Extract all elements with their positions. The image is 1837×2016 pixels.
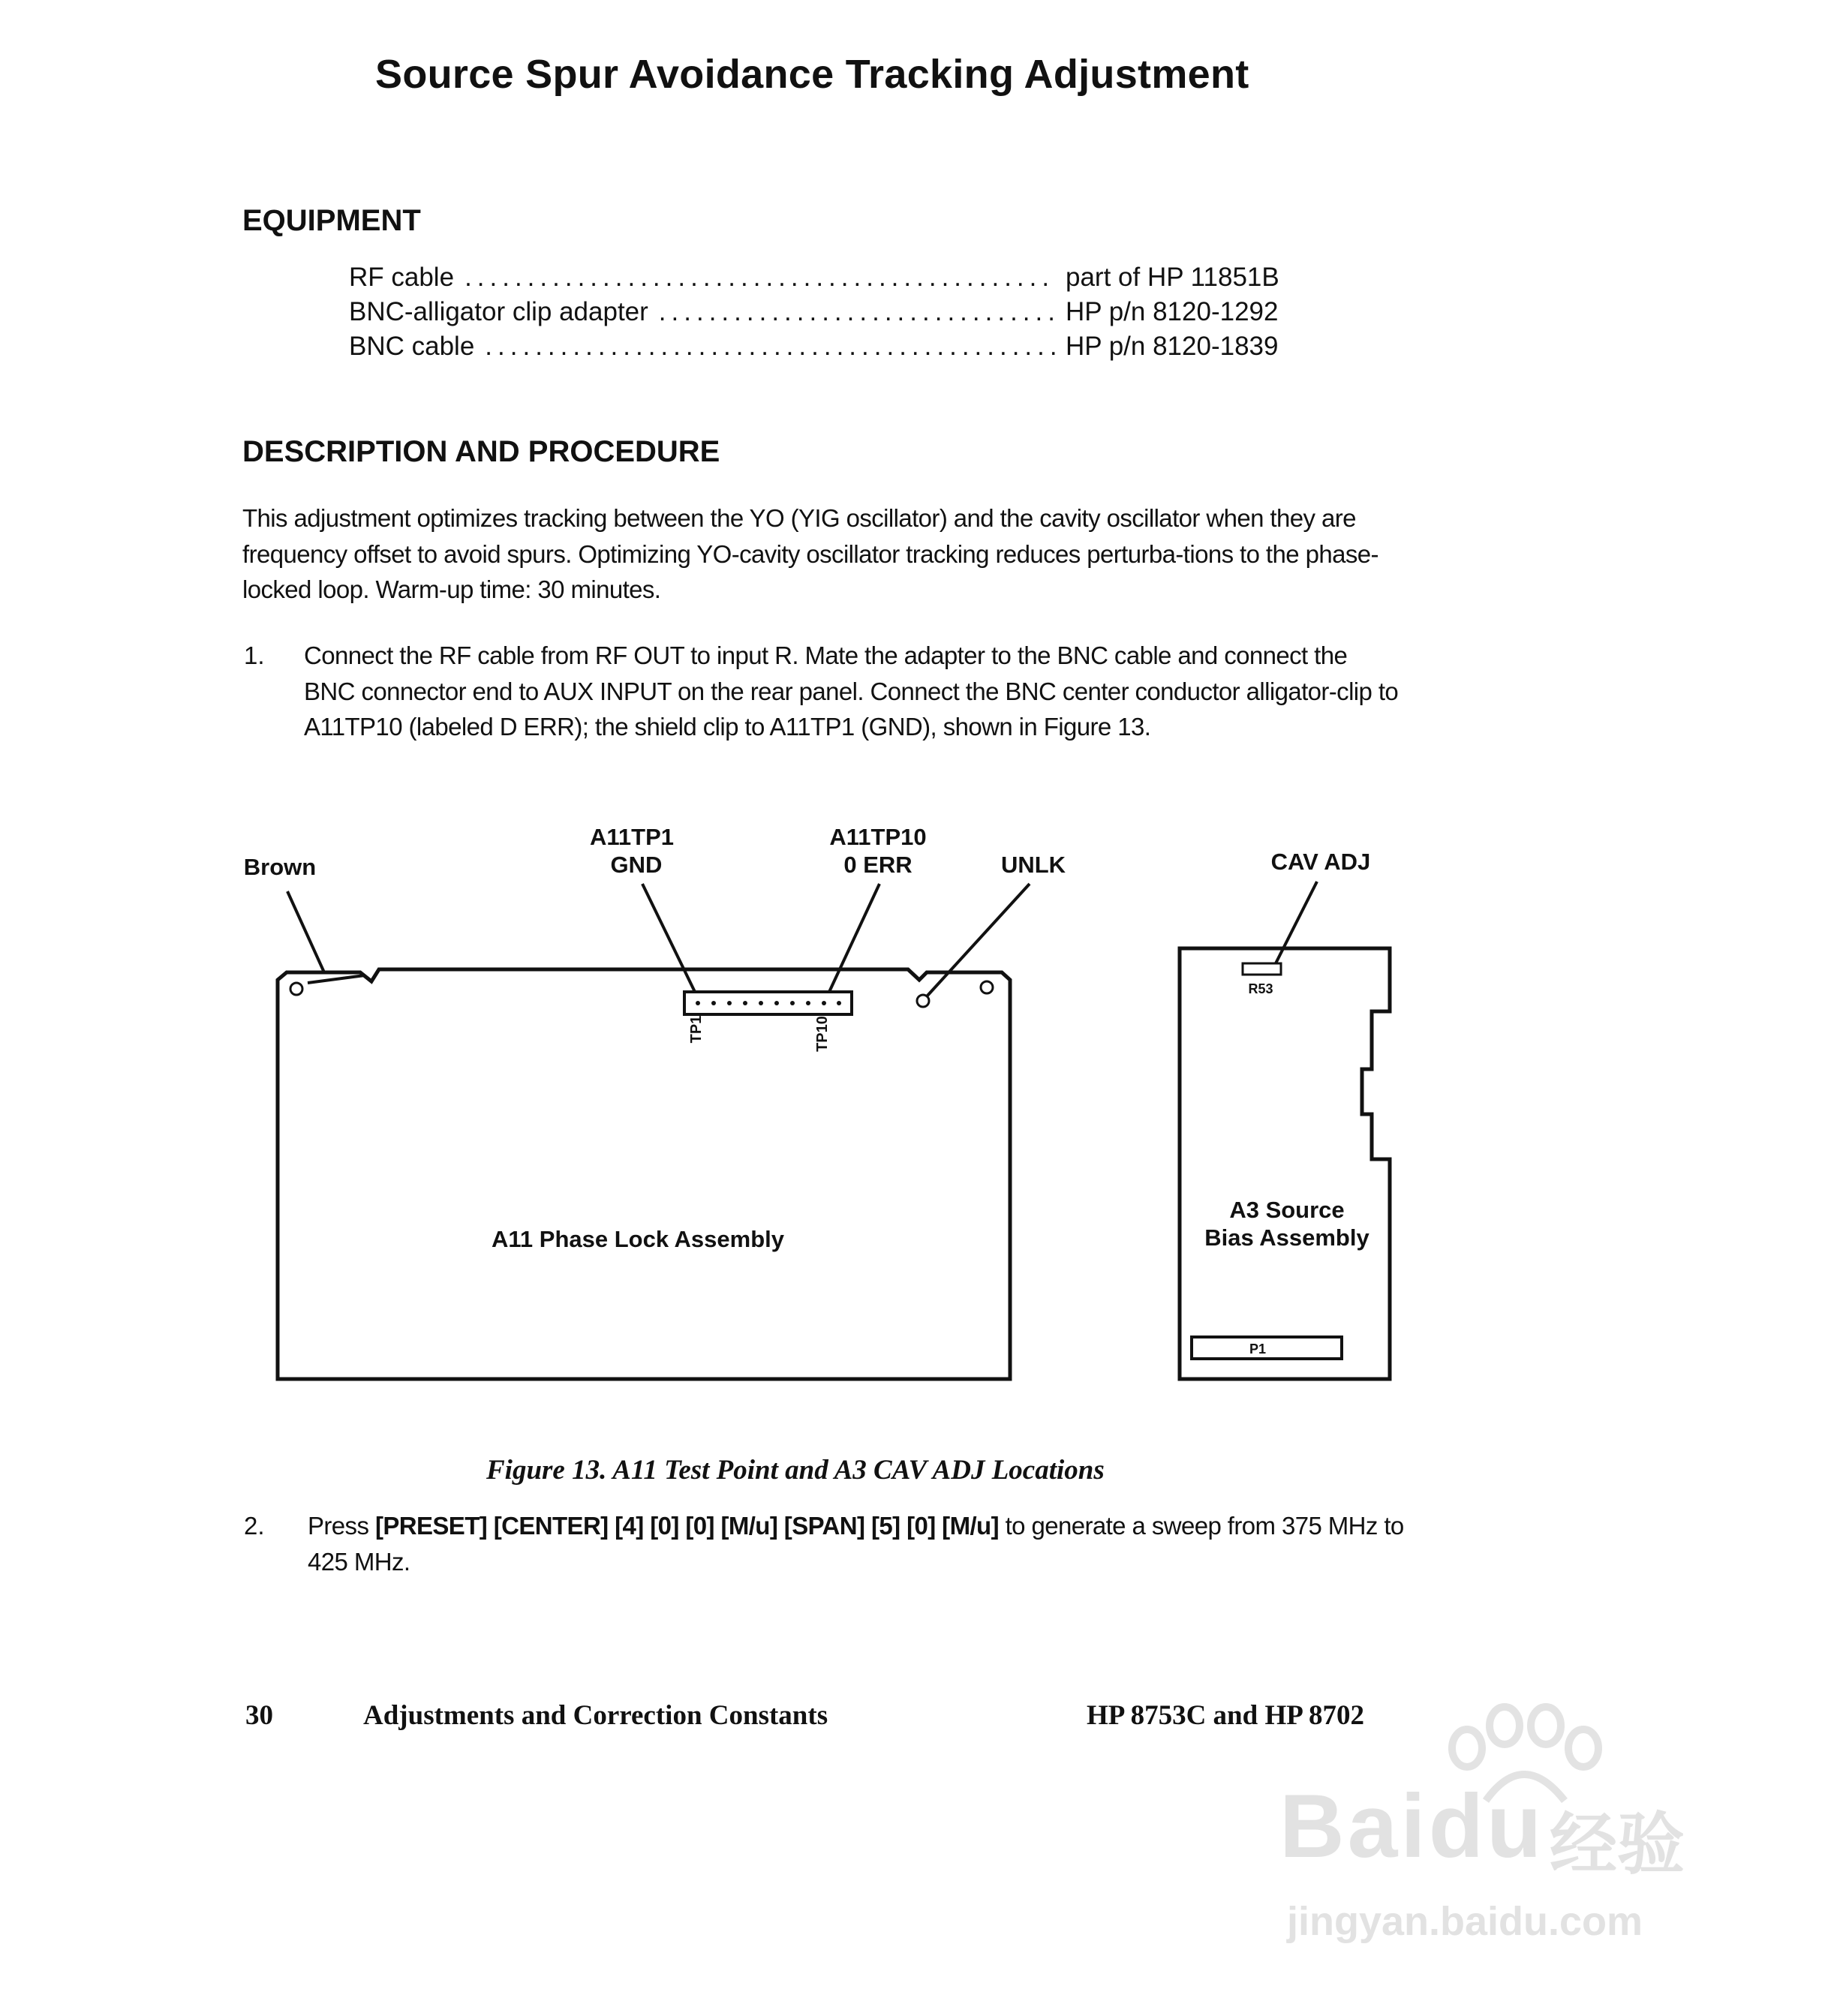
r53-component xyxy=(1243,963,1281,975)
label-tp10-line2: 0 ERR xyxy=(843,852,912,878)
label-p1: P1 xyxy=(1249,1341,1267,1357)
p1-connector xyxy=(1192,1337,1342,1359)
a3-board xyxy=(1180,948,1390,1379)
description-heading: DESCRIPTION AND PROCEDURE xyxy=(242,435,720,468)
label-tp10-small: TP10 xyxy=(814,1016,831,1052)
step-text xyxy=(308,1508,1407,1579)
label-tp1-line2: GND xyxy=(610,852,663,878)
step-keys: [PRESET] [CENTER] [4] [0] [0] [M/u] [SPAN] [5] [0] [M/u] xyxy=(374,1512,999,1540)
step-prefix: Press xyxy=(308,1512,369,1540)
label-cav-adj: CAV ADJ xyxy=(1270,849,1371,875)
equipment-part: HP p/n 8120-1839 xyxy=(1066,332,1279,361)
figure-caption: Figure 13. A11 Test Point and A3 CAV ADJ Locations xyxy=(486,1455,1105,1486)
test-point-pins xyxy=(696,1001,841,1005)
label-unlk: UNLK xyxy=(1000,852,1066,878)
label-tp10-line1: A11TP10 xyxy=(829,824,927,850)
watermark-url: jingyan.baidu.com xyxy=(1287,1899,1643,1944)
page-number: 30 xyxy=(245,1700,273,1731)
leader-brown-wire xyxy=(308,975,365,983)
mounting-hole xyxy=(981,981,993,993)
mounting-hole xyxy=(290,983,302,995)
leader-tp1 xyxy=(642,884,695,992)
description-intro: This adjustment optimizes tracking between the YO (YIG oscillator) and the cavity oscillator when they are frequency offset to avoid spurs. Optimizing YO-cavity oscillator tracking reduces perturba-tions to the phase-locked loop. Warm-up time: 30 minutes. xyxy=(242,504,1379,603)
step-text: Connect the RF cable from RF OUT to input R. Mate the adapter to the BNC cable and connect the BNC connector end to AUX INPUT on the rear panel. Connect the BNC center conductor alligator-clip to A11TP10 (labeled D ERR); the shield clip to A11TP1 (GND), shown in Figure 13. xyxy=(304,641,1399,741)
leader-tp10 xyxy=(829,884,879,992)
product-name: HP 8753C and HP 8702 xyxy=(1087,1700,1365,1731)
label-tp1-line1: A11TP1 xyxy=(589,824,675,850)
equipment-heading: EQUIPMENT xyxy=(242,204,421,237)
section-name: Adjustments and Correction Constants xyxy=(363,1700,828,1731)
label-tp1-small: TP1 xyxy=(688,1015,705,1044)
leader-cav-adj xyxy=(1276,882,1317,963)
equipment-part: part of HP 11851B xyxy=(1066,263,1279,292)
label-a11-name: A11 Phase Lock Assembly xyxy=(492,1226,784,1252)
step-number: 1. xyxy=(244,641,265,669)
leader-brown xyxy=(287,891,324,972)
page-title: Source Spur Avoidance Tracking Adjustment xyxy=(375,52,1249,97)
equipment-name: BNC cable xyxy=(349,332,475,361)
label-a3-line2: Bias Assembly xyxy=(1204,1224,1369,1251)
equipment-name: RF cable xyxy=(349,263,455,292)
label-r53: R53 xyxy=(1248,981,1273,996)
leader-unlk xyxy=(927,884,1030,996)
watermark-brand: Baidu xyxy=(1279,1776,1545,1876)
test-point-header xyxy=(684,992,852,1014)
watermark-cn: 经验 xyxy=(1550,1807,1685,1882)
equipment-part: HP p/n 8120-1292 xyxy=(1066,297,1279,326)
label-brown: Brown xyxy=(243,854,317,880)
equipment-name: BNC-alligator clip adapter xyxy=(349,297,648,326)
step-number: 2. xyxy=(244,1512,265,1540)
label-a3-line1: A3 Source xyxy=(1229,1197,1345,1223)
a11-board xyxy=(278,969,1010,1379)
step-suffix: to generate a sweep from 375 MHz to 425 MHz. xyxy=(308,1512,1404,1576)
